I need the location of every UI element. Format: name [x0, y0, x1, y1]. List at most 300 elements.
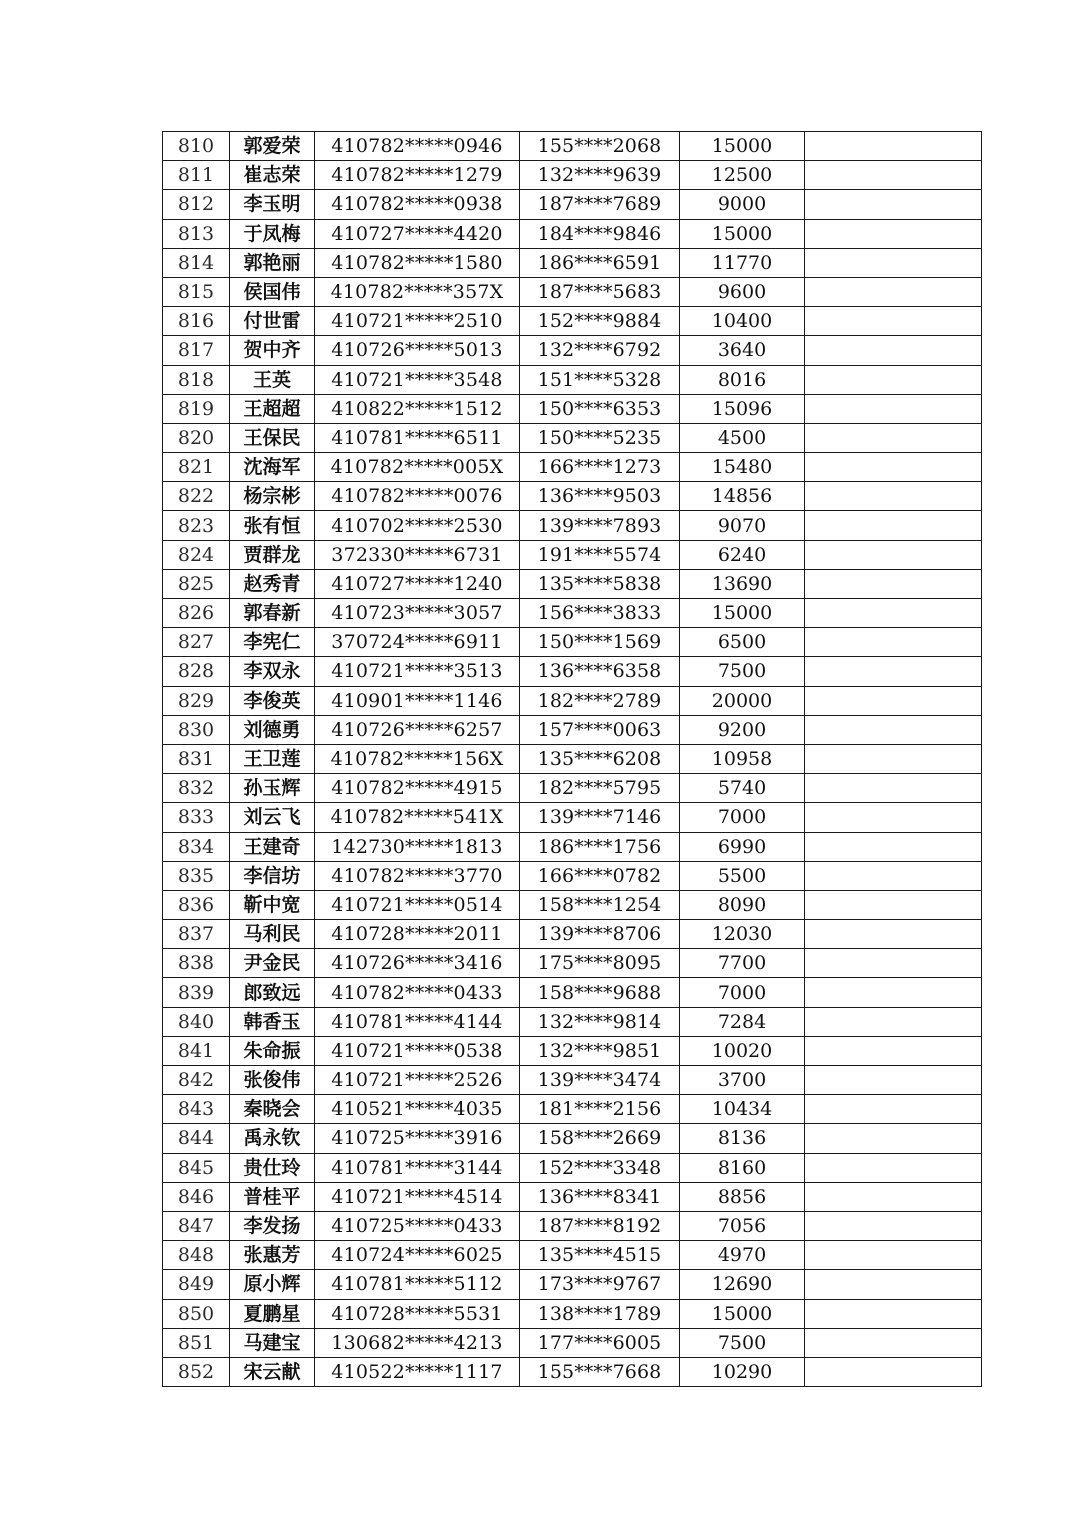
note-cell — [805, 1124, 982, 1153]
note-cell — [805, 161, 982, 190]
phone-cell: 177****6005 — [520, 1328, 680, 1357]
phone-cell: 182****2789 — [520, 686, 680, 715]
name-cell: 王英 — [230, 365, 315, 394]
amount-cell: 9600 — [680, 277, 805, 306]
phone-cell: 132****9639 — [520, 161, 680, 190]
table-row — [163, 1036, 982, 1065]
note-cell — [805, 1007, 982, 1036]
amount-cell: 9070 — [680, 511, 805, 540]
table-row — [163, 423, 982, 452]
note-cell — [805, 1299, 982, 1328]
id-number-cell: 410521*****4035 — [315, 1095, 520, 1124]
amount-cell: 15000 — [680, 219, 805, 248]
table-row — [163, 657, 982, 686]
name-cell: 刘德勇 — [230, 715, 315, 744]
name-cell: 尹金民 — [230, 949, 315, 978]
phone-cell: 166****0782 — [520, 861, 680, 890]
table-row — [163, 1357, 982, 1386]
name-cell: 侯国伟 — [230, 277, 315, 306]
note-cell — [805, 540, 982, 569]
row-number-cell: 811 — [163, 161, 230, 190]
amount-cell: 8016 — [680, 365, 805, 394]
amount-cell: 13690 — [680, 569, 805, 598]
amount-cell: 7056 — [680, 1211, 805, 1240]
row-number-cell: 826 — [163, 599, 230, 628]
id-number-cell: 410782*****357X — [315, 277, 520, 306]
row-number-cell: 844 — [163, 1124, 230, 1153]
note-cell — [805, 657, 982, 686]
id-number-cell: 410721*****2526 — [315, 1066, 520, 1095]
note-cell — [805, 686, 982, 715]
note-cell — [805, 1182, 982, 1211]
amount-cell: 15096 — [680, 394, 805, 423]
amount-cell: 5500 — [680, 861, 805, 890]
row-number-cell: 840 — [163, 1007, 230, 1036]
name-cell: 靳中宽 — [230, 890, 315, 919]
table-row — [163, 628, 982, 657]
roster-table — [162, 131, 982, 1387]
note-cell — [805, 978, 982, 1007]
phone-cell: 184****9846 — [520, 219, 680, 248]
name-cell: 赵秀青 — [230, 569, 315, 598]
amount-cell: 7000 — [680, 978, 805, 1007]
table-row — [163, 1299, 982, 1328]
phone-cell: 152****9884 — [520, 307, 680, 336]
amount-cell: 10290 — [680, 1357, 805, 1386]
row-number-cell: 839 — [163, 978, 230, 1007]
phone-cell: 136****9503 — [520, 482, 680, 511]
note-cell — [805, 715, 982, 744]
table-row — [163, 540, 982, 569]
note-cell — [805, 307, 982, 336]
phone-cell: 136****6358 — [520, 657, 680, 686]
table-row — [163, 1328, 982, 1357]
phone-cell: 150****1569 — [520, 628, 680, 657]
row-number-cell: 819 — [163, 394, 230, 423]
id-number-cell: 410781*****5112 — [315, 1270, 520, 1299]
row-number-cell: 849 — [163, 1270, 230, 1299]
name-cell: 付世雷 — [230, 307, 315, 336]
row-number-cell: 835 — [163, 861, 230, 890]
table-row — [163, 161, 982, 190]
note-cell — [805, 511, 982, 540]
amount-cell: 4500 — [680, 423, 805, 452]
name-cell: 郎致远 — [230, 978, 315, 1007]
id-number-cell: 130682*****4213 — [315, 1328, 520, 1357]
note-cell — [805, 890, 982, 919]
row-number-cell: 812 — [163, 190, 230, 219]
phone-cell: 187****8192 — [520, 1211, 680, 1240]
table-row — [163, 1066, 982, 1095]
phone-cell: 158****1254 — [520, 890, 680, 919]
row-number-cell: 822 — [163, 482, 230, 511]
phone-cell: 139****3474 — [520, 1066, 680, 1095]
row-number-cell: 833 — [163, 803, 230, 832]
note-cell — [805, 277, 982, 306]
note-cell — [805, 365, 982, 394]
id-number-cell: 410781*****3144 — [315, 1153, 520, 1182]
note-cell — [805, 1211, 982, 1240]
note-cell — [805, 774, 982, 803]
id-number-cell: 410721*****2510 — [315, 307, 520, 336]
row-number-cell: 821 — [163, 453, 230, 482]
table-row — [163, 1095, 982, 1124]
table-row — [163, 1153, 982, 1182]
note-cell — [805, 336, 982, 365]
phone-cell: 157****0063 — [520, 715, 680, 744]
name-cell: 普桂平 — [230, 1182, 315, 1211]
amount-cell: 11770 — [680, 248, 805, 277]
note-cell — [805, 1153, 982, 1182]
name-cell: 李玉明 — [230, 190, 315, 219]
name-cell: 贺中齐 — [230, 336, 315, 365]
id-number-cell: 410702*****2530 — [315, 511, 520, 540]
amount-cell: 15480 — [680, 453, 805, 482]
row-number-cell: 846 — [163, 1182, 230, 1211]
phone-cell: 191****5574 — [520, 540, 680, 569]
amount-cell: 12690 — [680, 1270, 805, 1299]
id-number-cell: 410822*****1512 — [315, 394, 520, 423]
id-number-cell: 410782*****1279 — [315, 161, 520, 190]
amount-cell: 3640 — [680, 336, 805, 365]
phone-cell: 138****1789 — [520, 1299, 680, 1328]
id-number-cell: 410782*****3770 — [315, 861, 520, 890]
id-number-cell: 410728*****2011 — [315, 920, 520, 949]
id-number-cell: 410782*****0938 — [315, 190, 520, 219]
phone-cell: 158****2669 — [520, 1124, 680, 1153]
id-number-cell: 410782*****4915 — [315, 774, 520, 803]
name-cell: 郭艳丽 — [230, 248, 315, 277]
note-cell — [805, 190, 982, 219]
id-number-cell: 410725*****0433 — [315, 1211, 520, 1240]
name-cell: 贵仕玲 — [230, 1153, 315, 1182]
name-cell: 马利民 — [230, 920, 315, 949]
phone-cell: 155****7668 — [520, 1357, 680, 1386]
name-cell: 李信坊 — [230, 861, 315, 890]
row-number-cell: 831 — [163, 744, 230, 773]
id-number-cell: 410782*****1580 — [315, 248, 520, 277]
note-cell — [805, 832, 982, 861]
name-cell: 秦晓会 — [230, 1095, 315, 1124]
row-number-cell: 828 — [163, 657, 230, 686]
phone-cell: 135****6208 — [520, 744, 680, 773]
table-row — [163, 949, 982, 978]
table-row — [163, 394, 982, 423]
phone-cell: 156****3833 — [520, 599, 680, 628]
table-row — [163, 1124, 982, 1153]
name-cell: 张惠芳 — [230, 1241, 315, 1270]
name-cell: 刘云飞 — [230, 803, 315, 832]
row-number-cell: 847 — [163, 1211, 230, 1240]
table-row — [163, 336, 982, 365]
phone-cell: 139****7893 — [520, 511, 680, 540]
note-cell — [805, 861, 982, 890]
row-number-cell: 845 — [163, 1153, 230, 1182]
amount-cell: 15000 — [680, 599, 805, 628]
note-cell — [805, 569, 982, 598]
id-number-cell: 410522*****1117 — [315, 1357, 520, 1386]
table-row — [163, 511, 982, 540]
name-cell: 贾群龙 — [230, 540, 315, 569]
table-row — [163, 1007, 982, 1036]
phone-cell: 150****5235 — [520, 423, 680, 452]
amount-cell: 8160 — [680, 1153, 805, 1182]
id-number-cell: 410782*****0946 — [315, 132, 520, 161]
id-number-cell: 410725*****3916 — [315, 1124, 520, 1153]
table-row — [163, 248, 982, 277]
name-cell: 孙玉辉 — [230, 774, 315, 803]
name-cell: 杨宗彬 — [230, 482, 315, 511]
table-row — [163, 190, 982, 219]
amount-cell: 7700 — [680, 949, 805, 978]
phone-cell: 150****6353 — [520, 394, 680, 423]
id-number-cell: 410723*****3057 — [315, 599, 520, 628]
name-cell: 夏鹏星 — [230, 1299, 315, 1328]
note-cell — [805, 744, 982, 773]
amount-cell: 7000 — [680, 803, 805, 832]
id-number-cell: 410781*****6511 — [315, 423, 520, 452]
note-cell — [805, 394, 982, 423]
amount-cell: 8136 — [680, 1124, 805, 1153]
row-number-cell: 813 — [163, 219, 230, 248]
note-cell — [805, 423, 982, 452]
amount-cell: 7500 — [680, 657, 805, 686]
row-number-cell: 834 — [163, 832, 230, 861]
id-number-cell: 410781*****4144 — [315, 1007, 520, 1036]
row-number-cell: 823 — [163, 511, 230, 540]
table-row — [163, 978, 982, 1007]
amount-cell: 7284 — [680, 1007, 805, 1036]
phone-cell: 139****7146 — [520, 803, 680, 832]
row-number-cell: 852 — [163, 1357, 230, 1386]
amount-cell: 9200 — [680, 715, 805, 744]
row-number-cell: 820 — [163, 423, 230, 452]
id-number-cell: 410782*****541X — [315, 803, 520, 832]
amount-cell: 6240 — [680, 540, 805, 569]
name-cell: 张俊伟 — [230, 1066, 315, 1095]
row-number-cell: 815 — [163, 277, 230, 306]
phone-cell: 173****9767 — [520, 1270, 680, 1299]
id-number-cell: 410726*****6257 — [315, 715, 520, 744]
amount-cell: 4970 — [680, 1241, 805, 1270]
phone-cell: 187****7689 — [520, 190, 680, 219]
note-cell — [805, 920, 982, 949]
table-row — [163, 1211, 982, 1240]
phone-cell: 155****2068 — [520, 132, 680, 161]
note-cell — [805, 1270, 982, 1299]
amount-cell: 15000 — [680, 1299, 805, 1328]
table-row — [163, 1241, 982, 1270]
amount-cell: 14856 — [680, 482, 805, 511]
amount-cell: 9000 — [680, 190, 805, 219]
id-number-cell: 370724*****6911 — [315, 628, 520, 657]
phone-cell: 187****5683 — [520, 277, 680, 306]
table-row — [163, 890, 982, 919]
row-number-cell: 810 — [163, 132, 230, 161]
amount-cell: 7500 — [680, 1328, 805, 1357]
amount-cell: 8090 — [680, 890, 805, 919]
id-number-cell: 410721*****0538 — [315, 1036, 520, 1065]
name-cell: 马建宝 — [230, 1328, 315, 1357]
table-row — [163, 744, 982, 773]
note-cell — [805, 1328, 982, 1357]
amount-cell: 8856 — [680, 1182, 805, 1211]
row-number-cell: 814 — [163, 248, 230, 277]
table-row — [163, 219, 982, 248]
name-cell: 王超超 — [230, 394, 315, 423]
table-row — [163, 453, 982, 482]
row-number-cell: 825 — [163, 569, 230, 598]
table-row — [163, 1182, 982, 1211]
phone-cell: 132****9851 — [520, 1036, 680, 1065]
note-cell — [805, 1066, 982, 1095]
name-cell: 李俊英 — [230, 686, 315, 715]
name-cell: 崔志荣 — [230, 161, 315, 190]
id-number-cell: 142730*****1813 — [315, 832, 520, 861]
phone-cell: 152****3348 — [520, 1153, 680, 1182]
id-number-cell: 410727*****4420 — [315, 219, 520, 248]
row-number-cell: 838 — [163, 949, 230, 978]
amount-cell: 10958 — [680, 744, 805, 773]
table-row — [163, 599, 982, 628]
id-number-cell: 410726*****3416 — [315, 949, 520, 978]
name-cell: 王卫莲 — [230, 744, 315, 773]
table-row — [163, 920, 982, 949]
row-number-cell: 851 — [163, 1328, 230, 1357]
row-number-cell: 841 — [163, 1036, 230, 1065]
name-cell: 禹永钦 — [230, 1124, 315, 1153]
phone-cell: 132****9814 — [520, 1007, 680, 1036]
table-row — [163, 365, 982, 394]
row-number-cell: 832 — [163, 774, 230, 803]
id-number-cell: 410721*****4514 — [315, 1182, 520, 1211]
phone-cell: 135****4515 — [520, 1241, 680, 1270]
table-row — [163, 832, 982, 861]
amount-cell: 12030 — [680, 920, 805, 949]
row-number-cell: 837 — [163, 920, 230, 949]
amount-cell: 6990 — [680, 832, 805, 861]
id-number-cell: 410727*****1240 — [315, 569, 520, 598]
phone-cell: 186****6591 — [520, 248, 680, 277]
roster-table-body — [163, 132, 982, 1387]
amount-cell: 10400 — [680, 307, 805, 336]
name-cell: 李宪仁 — [230, 628, 315, 657]
amount-cell: 10020 — [680, 1036, 805, 1065]
phone-cell: 181****2156 — [520, 1095, 680, 1124]
note-cell — [805, 599, 982, 628]
row-number-cell: 850 — [163, 1299, 230, 1328]
table-row — [163, 482, 982, 511]
row-number-cell: 824 — [163, 540, 230, 569]
phone-cell: 175****8095 — [520, 949, 680, 978]
note-cell — [805, 132, 982, 161]
name-cell: 王保民 — [230, 423, 315, 452]
id-number-cell: 410782*****005X — [315, 453, 520, 482]
note-cell — [805, 1241, 982, 1270]
name-cell: 于凤梅 — [230, 219, 315, 248]
id-number-cell: 410728*****5531 — [315, 1299, 520, 1328]
amount-cell: 12500 — [680, 161, 805, 190]
id-number-cell: 410782*****156X — [315, 744, 520, 773]
id-number-cell: 410724*****6025 — [315, 1241, 520, 1270]
phone-cell: 132****6792 — [520, 336, 680, 365]
note-cell — [805, 1036, 982, 1065]
name-cell: 郭爱荣 — [230, 132, 315, 161]
table-row — [163, 686, 982, 715]
name-cell: 李发扬 — [230, 1211, 315, 1240]
id-number-cell: 410726*****5013 — [315, 336, 520, 365]
table-row — [163, 277, 982, 306]
id-number-cell: 372330*****6731 — [315, 540, 520, 569]
table-row — [163, 715, 982, 744]
amount-cell: 20000 — [680, 686, 805, 715]
amount-cell: 6500 — [680, 628, 805, 657]
table-row — [163, 861, 982, 890]
id-number-cell: 410782*****0433 — [315, 978, 520, 1007]
name-cell: 李双永 — [230, 657, 315, 686]
note-cell — [805, 1095, 982, 1124]
name-cell: 沈海军 — [230, 453, 315, 482]
note-cell — [805, 453, 982, 482]
amount-cell: 10434 — [680, 1095, 805, 1124]
row-number-cell: 816 — [163, 307, 230, 336]
phone-cell: 135****5838 — [520, 569, 680, 598]
name-cell: 王建奇 — [230, 832, 315, 861]
amount-cell: 3700 — [680, 1066, 805, 1095]
table-row — [163, 774, 982, 803]
row-number-cell: 827 — [163, 628, 230, 657]
note-cell — [805, 482, 982, 511]
row-number-cell: 818 — [163, 365, 230, 394]
name-cell: 张有恒 — [230, 511, 315, 540]
id-number-cell: 410721*****3513 — [315, 657, 520, 686]
id-number-cell: 410721*****3548 — [315, 365, 520, 394]
row-number-cell: 817 — [163, 336, 230, 365]
phone-cell: 158****9688 — [520, 978, 680, 1007]
amount-cell: 15000 — [680, 132, 805, 161]
note-cell — [805, 628, 982, 657]
table-row — [163, 307, 982, 336]
row-number-cell: 830 — [163, 715, 230, 744]
name-cell: 郭春新 — [230, 599, 315, 628]
table-row — [163, 569, 982, 598]
note-cell — [805, 1357, 982, 1386]
name-cell: 宋云献 — [230, 1357, 315, 1386]
phone-cell: 151****5328 — [520, 365, 680, 394]
note-cell — [805, 248, 982, 277]
name-cell: 朱命振 — [230, 1036, 315, 1065]
phone-cell: 166****1273 — [520, 453, 680, 482]
phone-cell: 182****5795 — [520, 774, 680, 803]
id-number-cell: 410721*****0514 — [315, 890, 520, 919]
id-number-cell: 410901*****1146 — [315, 686, 520, 715]
note-cell — [805, 949, 982, 978]
name-cell: 原小辉 — [230, 1270, 315, 1299]
row-number-cell: 843 — [163, 1095, 230, 1124]
table-row — [163, 1270, 982, 1299]
table-row — [163, 132, 982, 161]
phone-cell: 186****1756 — [520, 832, 680, 861]
row-number-cell: 842 — [163, 1066, 230, 1095]
phone-cell: 136****8341 — [520, 1182, 680, 1211]
note-cell — [805, 803, 982, 832]
note-cell — [805, 219, 982, 248]
row-number-cell: 836 — [163, 890, 230, 919]
amount-cell: 5740 — [680, 774, 805, 803]
row-number-cell: 848 — [163, 1241, 230, 1270]
row-number-cell: 829 — [163, 686, 230, 715]
table-row — [163, 803, 982, 832]
